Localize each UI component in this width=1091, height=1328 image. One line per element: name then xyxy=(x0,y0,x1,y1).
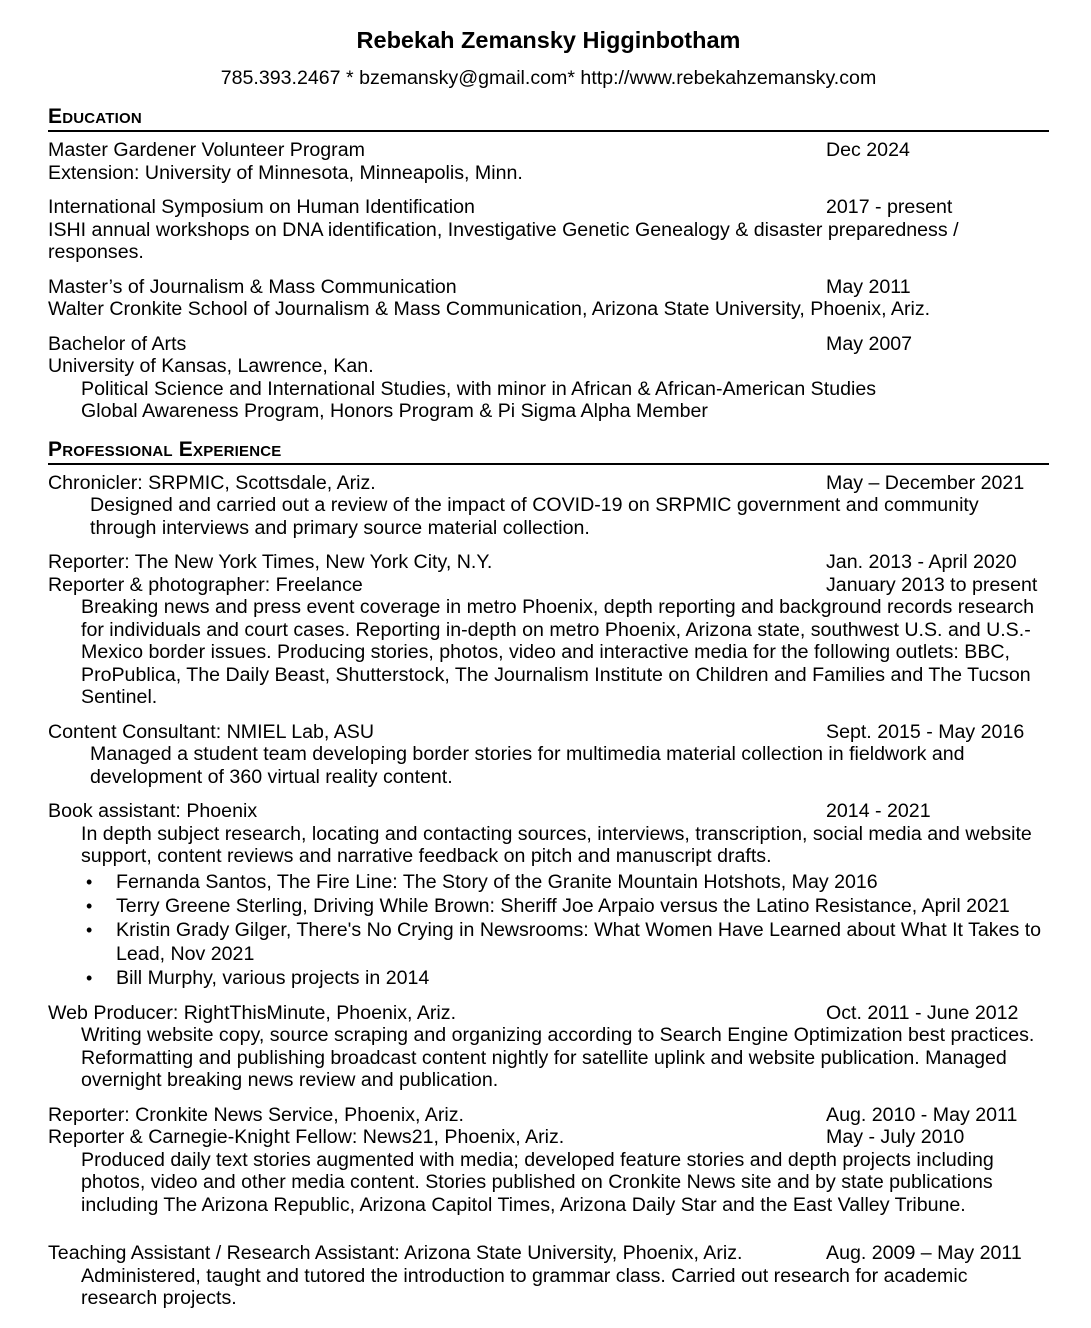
bullet-item: • Bill Murphy, various projects in 2014 xyxy=(86,966,1049,990)
resume-entry xyxy=(48,196,1049,264)
section-professional-experience xyxy=(48,438,1049,1310)
entry-description: In depth subject research, locating and contacting sources, interviews, transcription, social media and website support, content reviews and narrative feedback on pitch and manuscript drafts. xyxy=(81,822,1032,867)
entry-title-row xyxy=(48,1126,1049,1149)
entry-description: Writing website copy, source scraping and organizing according to Search Engine Optimization best practices. Reformatting and publishing broadcast content nightly for satellite uplink and website publication. Managed overnight breaking news review and publication. xyxy=(81,1024,1035,1091)
entry-subline: Walter Cronkite School of Journalism & Mass Communication, Arizona State University, Phoenix, Ariz. xyxy=(48,298,931,320)
entry-title-row xyxy=(48,276,1049,299)
entry-date: Oct. 2011 - June 2012 xyxy=(826,1001,1019,1024)
entry-date: Dec 2024 xyxy=(826,139,910,161)
entry-indented-line: Political Science and International Studies, with minor in African & African-American Studies xyxy=(81,377,877,400)
resume-entry xyxy=(48,800,1049,990)
entry-description: Produced daily text stories augmented with media; developed feature stories and depth projects including photos, video and other media content. Stories published on Cronkite News site and by state publications including The Arizona Republic, Arizona Capitol Times, Arizona Daily Star and the East Valley Tribune. xyxy=(81,1148,994,1216)
entry-title: Content Consultant: NMIEL Lab, ASU xyxy=(48,720,375,743)
entry-title: International Symposium on Human Identification xyxy=(48,196,475,218)
entry-title-row xyxy=(48,472,1049,495)
resume-entry xyxy=(48,472,1049,540)
entry-description: Administered, taught and tutored the introduction to grammar class. Carried out research for academic research projects. xyxy=(81,1264,968,1309)
bullet-item: • Kristin Grady Gilger, There's No Crying in Newsrooms: What Women Have Learned about What It Takes to Lead, Nov 2021 xyxy=(86,918,1049,966)
entry-date: Aug. 2009 – May 2011 xyxy=(826,1242,1022,1264)
entry-date: May 2007 xyxy=(826,332,913,355)
entry-title-row xyxy=(48,574,1049,597)
entry-title: Chronicler: SRPMIC, Scottsdale, Ariz. xyxy=(48,471,376,494)
resume-entry xyxy=(48,333,1049,423)
candidate-name: Rebekah Zemansky Higginbotham xyxy=(356,27,741,53)
entry-date: Aug. 2010 - May 2011 xyxy=(826,1103,1018,1126)
entry-title: Bachelor of Arts xyxy=(48,332,187,355)
entry-description: Managed a student team developing border stories for multimedia material collection in fieldwork and development of 360 virtual reality content. xyxy=(90,743,965,788)
entry-date: 2017 - present xyxy=(826,196,953,218)
resume-entry xyxy=(48,1104,1049,1217)
entry-title: Reporter: The New York Times, New York City, N.Y. xyxy=(48,551,493,573)
entry-date: May - July 2010 xyxy=(826,1126,965,1148)
entry-title-row xyxy=(48,139,1049,162)
entry-title-row xyxy=(48,1002,1049,1025)
section-heading-professional-experience: Professional Experience xyxy=(48,438,1049,465)
resume-entry xyxy=(48,276,1049,321)
bullet-item: • Fernanda Santos, The Fire Line: The Story of the Granite Mountain Hotshots, May 2016 xyxy=(86,870,1049,894)
entry-date: 2014 - 2021 xyxy=(826,800,931,822)
entry-subline: University of Kansas, Lawrence, Kan. xyxy=(48,355,374,377)
entry-date: January 2013 to present xyxy=(826,573,1038,596)
entry-date: May 2011 xyxy=(826,275,911,298)
resume-entry xyxy=(48,1242,1049,1310)
bullet-list xyxy=(48,870,1049,990)
entry-title: Master’s of Journalism & Mass Communication xyxy=(48,275,457,298)
resume-entry xyxy=(48,1002,1049,1092)
entry-text: ISHI annual workshops on DNA identification, Investigative Genetic Genealogy & disaster preparedness / responses. xyxy=(48,218,959,263)
entry-title-row xyxy=(48,196,1049,219)
entry-description: Designed and carried out a review of the impact of COVID-19 on SRPMIC government and community through interviews and primary source material collection. xyxy=(90,494,979,539)
resume-entry xyxy=(48,139,1049,184)
entry-date: Jan. 2013 - April 2020 xyxy=(826,551,1017,573)
entry-description: Breaking news and press event coverage in metro Phoenix, depth reporting and background records research for individuals and court cases. Reporting in-depth on metro Phoenix, Arizona state, southwest U.S. and U.S.-Mexico border issues. Producing stories, photos, video and interactive media for the following outlets: BBC, ProPublica, The Daily Beast, Shutterstock, The Journalism Institute on Children and Families and The Tucson Sentinel. xyxy=(81,596,1035,708)
entry-title: Web Producer: RightThisMinute, Phoenix, Ariz. xyxy=(48,1001,457,1024)
entry-title: Teaching Assistant / Research Assistant: Arizona State University, Phoenix, Ariz. xyxy=(48,1242,743,1264)
entry-title-row xyxy=(48,333,1049,356)
resume-entry xyxy=(48,551,1049,709)
entry-indented-line: Global Awareness Program, Honors Program & Pi Sigma Alpha Member xyxy=(81,400,708,422)
section-education xyxy=(48,105,1049,423)
entry-title-row xyxy=(48,800,1049,823)
education-entries xyxy=(48,139,1049,423)
contact-line: 785.393.2467 * bzemansky@gmail.com* http://www.rebekahzemansky.com xyxy=(220,67,877,89)
section-heading-education: Education xyxy=(48,105,1049,132)
entry-title: Master Gardener Volunteer Program xyxy=(48,139,365,161)
entry-date: Sept. 2015 - May 2016 xyxy=(826,720,1025,743)
bullet-item: • Terry Greene Sterling, Driving While Brown: Sheriff Joe Arpaio versus the Latino Resistance, April 2021 xyxy=(86,894,1049,918)
entry-title-row xyxy=(48,551,1049,574)
entry-title: Reporter: Cronkite News Service, Phoenix, Ariz. xyxy=(48,1103,464,1126)
entry-subline: Extension: University of Minnesota, Minneapolis, Minn. xyxy=(48,161,523,184)
entry-title-row xyxy=(48,1242,1049,1265)
resume-entry xyxy=(48,721,1049,789)
experience-entries xyxy=(48,472,1049,1310)
entry-title-row xyxy=(48,1104,1049,1127)
entry-title-row xyxy=(48,721,1049,744)
entry-title: Book assistant: Phoenix xyxy=(48,800,258,822)
entry-title: Reporter & Carnegie-Knight Fellow: News21, Phoenix, Ariz. xyxy=(48,1126,565,1148)
entry-title: Reporter & photographer: Freelance xyxy=(48,573,363,596)
entry-date: May – December 2021 xyxy=(826,471,1025,494)
